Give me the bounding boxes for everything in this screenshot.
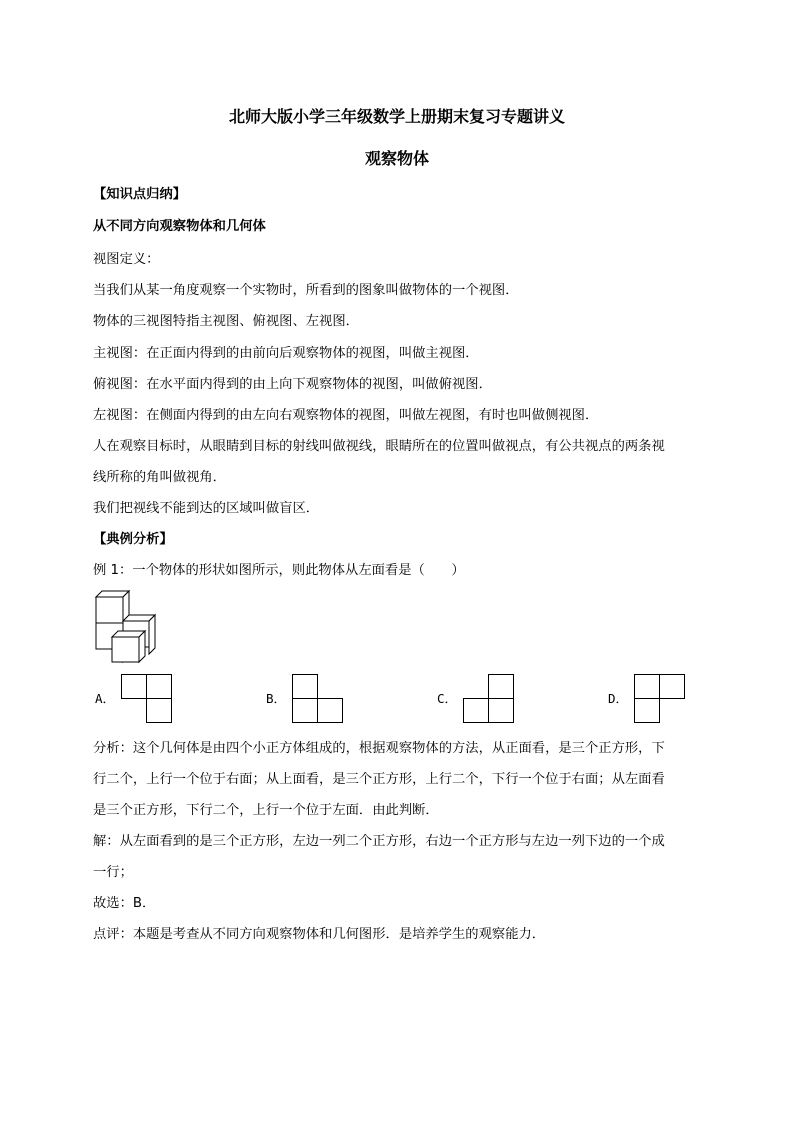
solution-line: 解：从左面看到的是三个正方形，左边一列二个正方形，右边一个正方形与左边一列下边的一个成 — [93, 834, 665, 849]
document-title: 北师大版小学三年级数学上册期末复习专题讲义 — [228, 107, 565, 126]
paragraph: 人在观察目标时，从眼睛到目标的射线叫做视线，眼睛所在的位置叫做视点，有公共视点的两条视 — [93, 439, 665, 454]
option-a-label: A． — [95, 691, 116, 706]
analysis-line: 行二个，上行一个位于右面；从上面看，是三个正方形，上行二个，下行一个位于右面；从左面看 — [93, 772, 665, 787]
solution-line: 一行； — [93, 865, 133, 880]
section-heading-examples: 【典例分析】 — [93, 532, 173, 547]
paragraph: 主视图：在正面内得到的由前向后观察物体的视图，叫做主视图． — [93, 346, 479, 361]
answer-line: 故选：B． — [93, 896, 156, 911]
cube-figure — [93, 590, 157, 662]
option-b-figure — [292, 674, 344, 724]
paragraph: 视图定义： — [93, 252, 160, 267]
option-d-figure — [634, 674, 686, 724]
comment-line: 点评：本题是考查从不同方向观察物体和几何图形．是培养学生的观察能力． — [93, 927, 546, 942]
topic-heading: 从不同方向观察物体和几何体 — [93, 219, 266, 234]
option-c-figure — [463, 674, 515, 724]
option-a-figure — [121, 674, 173, 724]
paragraph: 左视图：在侧面内得到的由左向右观察物体的视图，叫做左视图，有时也叫做侧视图． — [93, 408, 599, 423]
paragraph: 俯视图：在水平面内得到的由上向下观察物体的视图，叫做俯视图． — [93, 377, 492, 392]
analysis-line: 分析：这个几何体是由四个小正方体组成的，根据观察物体的方法，从正面看，是三个正方形，下 — [93, 741, 665, 756]
document-subtitle: 观察物体 — [364, 149, 429, 168]
option-b-label: B． — [266, 691, 287, 706]
option-d-label: D． — [608, 691, 629, 706]
paragraph: 当我们从某一角度观察一个实物时，所看到的图象叫做物体的一个视图． — [93, 283, 519, 298]
paragraph: 我们把视线不能到达的区域叫做盲区． — [93, 501, 320, 516]
analysis-line: 是三个正方形，下行二个，上行一个位于左面．由此判断． — [93, 803, 439, 818]
option-c-label: C． — [437, 691, 458, 706]
section-heading-knowledge: 【知识点归纳】 — [93, 187, 187, 202]
example-question: 例 1：一个物体的形状如图所示，则此物体从左面看是（ ） — [93, 563, 465, 578]
paragraph: 线所称的角叫做视角． — [93, 470, 226, 485]
paragraph: 物体的三视图特指主视图、俯视图、左视图． — [93, 314, 359, 329]
